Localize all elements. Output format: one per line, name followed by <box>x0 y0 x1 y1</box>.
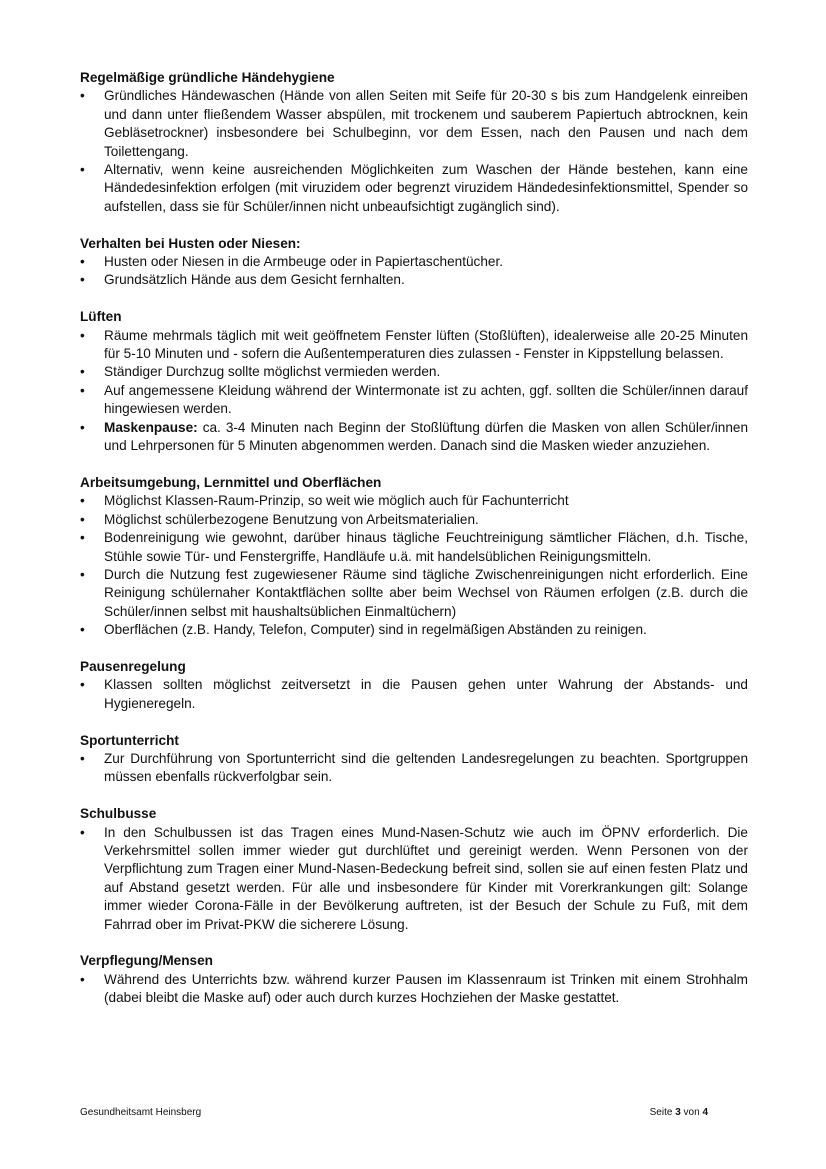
list-item: • Räume mehrmals täglich mit weit geöffnetem Fenster lüften (Stoßlüften), idealerweise alle 20-25 Minuten für 5-10 Minuten und - sofern die Außentemperaturen dies zulassen - Fenster in Kippstellung belassen. <box>80 327 748 364</box>
list-item: • Während des Unterrichts bzw. während kurzer Pausen im Klassenraum ist Trinken mit einem Strohhalm (dabei bleibt die Maske auf) oder auch durch kurzes Hochziehen der Maske gestattet. <box>80 971 748 1008</box>
page-number <box>650 1107 708 1119</box>
list-item: • Grundsätzlich Hände aus dem Gesicht fernhalten. <box>80 271 748 289</box>
section-verpflegung <box>80 952 748 1007</box>
bullet-list <box>80 750 748 787</box>
page-footer <box>80 1107 708 1119</box>
document-body <box>80 69 748 1026</box>
list-item: • Ständiger Durchzug sollte möglichst vermieden werden. <box>80 363 748 381</box>
section-heading: Arbeitsumgebung, Lernmittel und Oberflächen <box>80 474 382 490</box>
bullet-list <box>80 492 748 639</box>
bullet-list <box>80 253 748 290</box>
section-husten-niesen <box>80 235 748 290</box>
bullet-list <box>80 676 748 713</box>
footer-organization: Gesundheitsamt Heinsberg <box>80 1107 202 1118</box>
section-heading: Pausenregelung <box>80 658 186 674</box>
list-item: • Auf angemessene Kleidung während der Wintermonate ist zu achten, ggf. sollten die Schüler/innen darauf hingewiesen werden. <box>80 382 748 419</box>
section-schulbusse <box>80 805 748 934</box>
section-heading: Verpflegung/Mensen <box>80 953 213 969</box>
page-number-mid: von <box>683 1107 700 1118</box>
bullet-list <box>80 87 748 216</box>
list-item: • In den Schulbussen ist das Tragen eines Mund-Nasen-Schutz wie auch im ÖPNV erforderlich. Die Verkehrsmittel sollen immer wieder gut durchlüftet und gereinigt werden. Wenn Personen von der Verpflichtung zum Tragen einer Mund-Nasen-Bedeckung befreit sind, sollen sie auf einen festen Platz und auf Abstand gesetzt werden. Für alle und insbesondere für Kinder mit Vorerkrankungen gilt: Solange immer wieder Corona-Fälle in der Bevölkerung auftreten, ist der Besuch der Schule zu Fuß, mit dem Fahrrad ober im Privat-PKW die sicherere Lösung. <box>80 824 748 934</box>
page-number-current: 3 <box>675 1107 681 1118</box>
list-item: • Zur Durchführung von Sportunterricht sind die geltenden Landesregelungen zu beachten. Sportgruppen müssen ebenfalls rückverfolgbar sein. <box>80 750 748 787</box>
list-item: • Klassen sollten möglichst zeitversetzt in die Pausen gehen unter Wahrung der Abstands- und Hygieneregeln. <box>80 676 748 713</box>
page-number-prefix: Seite <box>649 1107 673 1118</box>
section-lueften <box>80 308 748 455</box>
list-item: • Oberflächen (z.B. Handy, Telefon, Computer) sind in regelmäßigen Abständen zu reinigen. <box>80 621 748 639</box>
list-item <box>80 419 748 456</box>
section-heading: Regelmäßige gründliche Händehygiene <box>80 70 335 85</box>
page-number-total: 4 <box>702 1107 708 1118</box>
section-heading: Lüften <box>80 309 122 325</box>
bullet-list <box>80 824 748 934</box>
section-pausenregelung <box>80 658 748 713</box>
list-item-text: ca. 3-4 Minuten nach Beginn der Stoßlüftung dürfen die Masken von allen Schüler/innen und Lehrpersonen für 5 Minuten abgenommen werden. Danach sind die Masken wieder anzuziehen. <box>104 419 748 454</box>
section-heading: Verhalten bei Husten oder Niesen: <box>80 235 301 251</box>
list-item: • Durch die Nutzung fest zugewiesener Räume sind tägliche Zwischenreinigungen nicht erforderlich. Eine Reinigung schülernaher Kontaktflächen sollte aber beim Wechsel von Räumen erfolgen (z.B. durch die Schüler/innen selbst mit haushaltsüblichen Einmaltüchern) <box>80 566 748 621</box>
bullet-list <box>80 327 748 456</box>
list-item: • Gründliches Händewaschen (Hände von allen Seiten mit Seife für 20-30 s bis zum Handgelenk einreiben und dann unter fließendem Wasser abspülen, mit trockenem und sauberem Papiertuch abtrocknen, kein Gebläsetrockner) insbesondere bei Schulbeginn, vor dem Essen, nach den Pausen und nach dem Toilettengang. <box>80 87 748 161</box>
list-item: • Möglichst Klassen-Raum-Prinzip, so weit wie möglich auch für Fachunterricht <box>80 492 748 510</box>
list-item: • Bodenreinigung wie gewohnt, darüber hinaus tägliche Feuchtreinigung sämtlicher Flächen, d.h. Tische, Stühle sowie Tür- und Fenstergriffe, Handläufe u.ä. mit handelsüblichen Reinigungsmitteln. <box>80 529 748 566</box>
section-heading: Sportunterricht <box>80 732 179 748</box>
list-item: • Husten oder Niesen in die Armbeuge oder in Papiertaschentücher. <box>80 253 748 271</box>
section-heading: Schulbusse <box>80 806 157 822</box>
list-item: • Alternativ, wenn keine ausreichenden Möglichkeiten zum Waschen der Hände bestehen, kann eine Händedesinfektion erfolgen (mit viruzidem oder begrenzt viruzidem Händedesinfektionsmittel, Spender so aufstellen, dass sie für Schüler/innen nicht unbeaufsichtigt zugänglich sind). <box>80 161 748 216</box>
section-arbeitsumgebung <box>80 474 748 640</box>
bullet-list <box>80 971 748 1008</box>
list-item: • Möglichst schülerbezogene Benutzung von Arbeitsmaterialien. <box>80 511 748 529</box>
section-handhygiene <box>80 69 748 216</box>
list-item-lead: Maskenpause: <box>104 419 198 435</box>
section-sportunterricht <box>80 732 748 787</box>
